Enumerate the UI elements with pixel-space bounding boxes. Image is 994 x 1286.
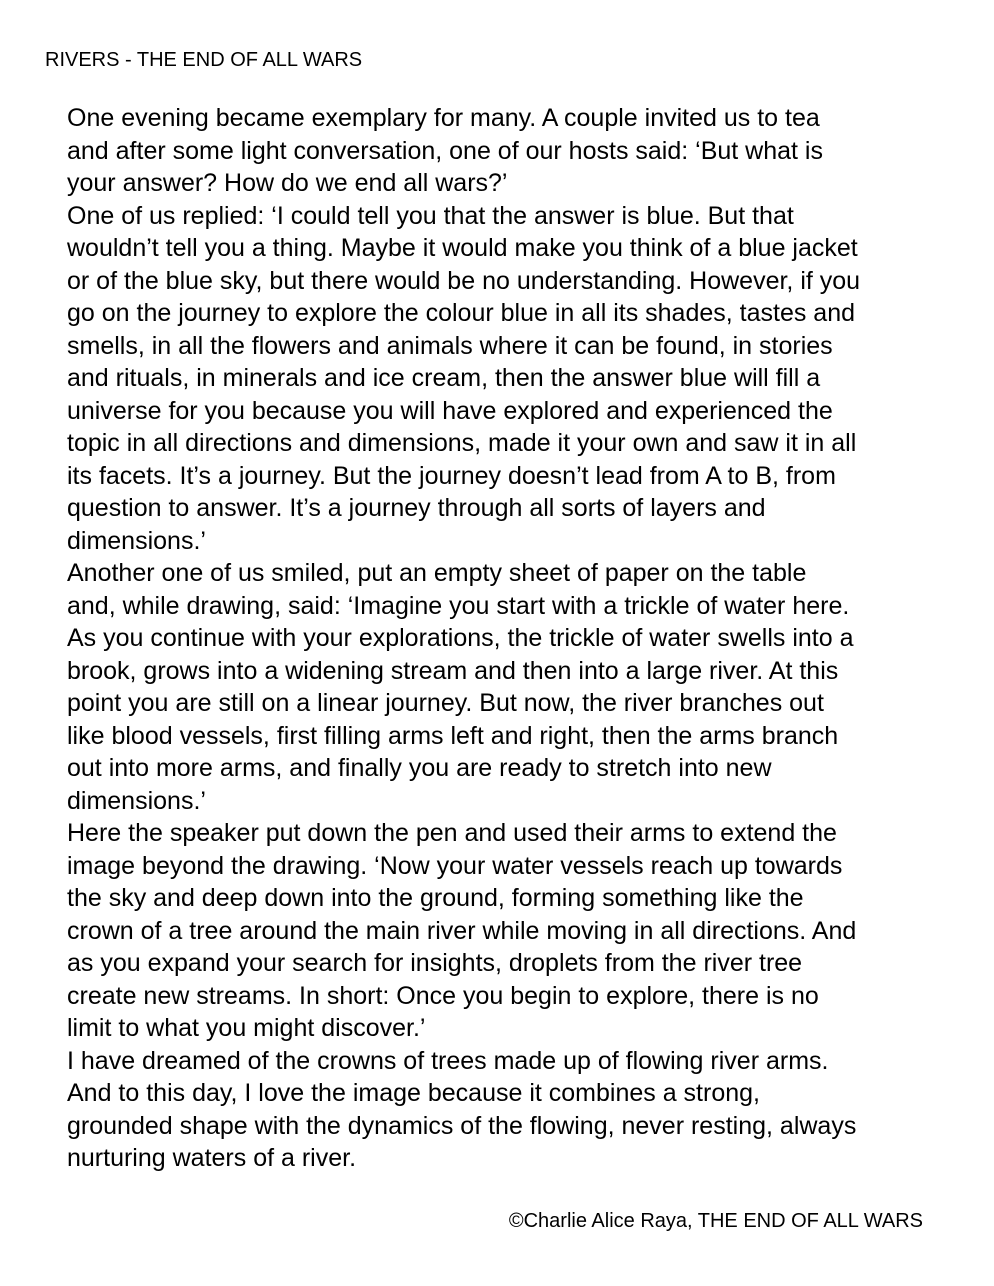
text-line: like blood vessels, first filling arms left and right, then the arms branch <box>67 721 839 750</box>
text-line: out into more arms, and finally you are ready to stretch into new <box>67 754 772 782</box>
text-line: Here the speaker put down the pen and used their arms to extend the <box>67 819 837 847</box>
text-line: wouldn’t tell you a thing. Maybe it would make you think of a blue jacket <box>67 234 858 262</box>
text-line: its facets. It’s a journey. But the journey doesn’t lead from A to B, from <box>67 461 836 490</box>
text-line: I have dreamed of the crowns of trees made up of flowing river arms. <box>67 1046 829 1075</box>
text-line: nurturing waters of a river. <box>67 1144 357 1172</box>
page-header-title: RIVERS - THE END OF ALL WARS <box>45 49 363 71</box>
text-line: brook, grows into a widening stream and then into a large river. At this <box>67 656 839 685</box>
text-line: question to answer. It’s a journey through all sorts of layers and <box>67 494 766 522</box>
text-line: universe for you because you will have explored and experienced the <box>67 396 833 425</box>
text-line: crown of a tree around the main river while moving in all directions. And <box>67 916 857 945</box>
text-line: As you continue with your explorations, the trickle of water swells into a <box>67 624 854 652</box>
text-line: smells, in all the flowers and animals where it can be found, in stories <box>67 331 833 360</box>
text-line: and rituals, in minerals and ice cream, then the answer blue will fill a <box>67 364 821 392</box>
text-line: and, while drawing, said: ‘Imagine you start with a trickle of water here. <box>67 591 850 620</box>
text-line: create new streams. In short: Once you begin to explore, there is no <box>67 981 819 1010</box>
text-line: And to this day, I love the image because it combines a strong, <box>67 1079 760 1107</box>
text-line: the sky and deep down into the ground, forming something like the <box>67 884 804 912</box>
text-line: point you are still on a linear journey. But now, the river branches out <box>67 689 824 717</box>
text-line: as you expand your search for insights, droplets from the river tree <box>67 949 803 977</box>
text-line: and after some light conversation, one of our hosts said: ‘But what is <box>67 136 823 165</box>
copyright-footer: ©Charlie Alice Raya, THE END OF ALL WARS <box>508 1210 923 1232</box>
text-line: grounded shape with the dynamics of the flowing, never resting, always <box>67 1111 857 1140</box>
paragraph <box>45 1045 925 1175</box>
text-line: or of the blue sky, but there would be no understanding. However, if you <box>67 266 861 295</box>
text-line: go on the journey to explore the colour blue in all its shades, tastes and <box>67 299 856 327</box>
text-line: dimensions.’ <box>67 786 206 815</box>
text-line: dimensions.’ <box>67 526 206 555</box>
paragraph <box>45 557 925 817</box>
paragraph <box>45 102 925 200</box>
text-line: your answer? How do we end all wars?’ <box>67 169 508 197</box>
text-line: One evening became exemplary for many. A couple invited us to tea <box>67 104 820 132</box>
body-text <box>45 102 925 1175</box>
paragraph <box>45 817 925 1045</box>
text-line: One of us replied: ‘I could tell you that the answer is blue. But that <box>67 201 794 230</box>
text-line: topic in all directions and dimensions, made it your own and saw it in all <box>67 429 857 457</box>
text-line: limit to what you might discover.’ <box>67 1014 426 1042</box>
paragraph <box>45 200 925 558</box>
text-line: image beyond the drawing. ‘Now your water vessels reach up towards <box>67 851 843 880</box>
text-line: Another one of us smiled, put an empty sheet of paper on the table <box>67 559 807 587</box>
